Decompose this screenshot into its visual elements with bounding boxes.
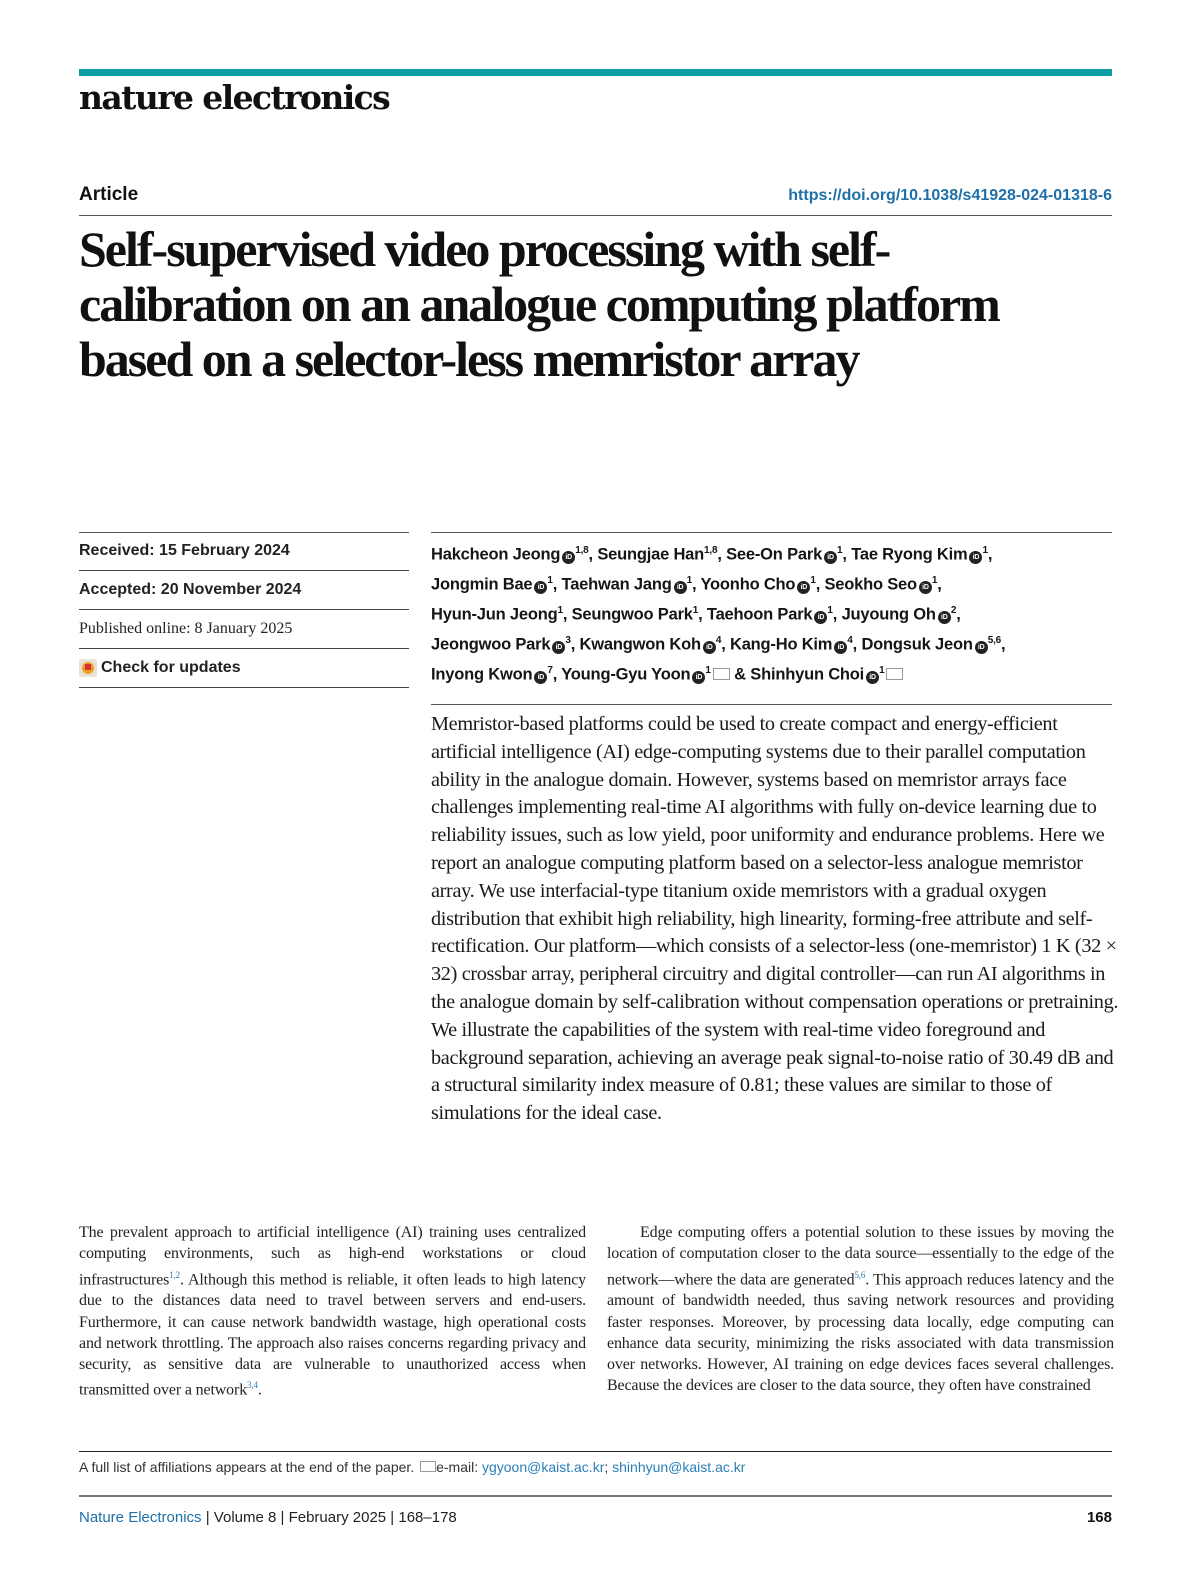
separator: , [987, 545, 993, 564]
citation-link[interactable]: 1,2 [169, 1269, 180, 1280]
affiliation-ref: 3 [565, 635, 571, 646]
orcid-icon[interactable]: iD [919, 581, 932, 594]
body-column-right [607, 1222, 1114, 1397]
author-name[interactable]: , Taehoon Park [698, 605, 813, 624]
received-date: Received: 15 February 2024 [79, 532, 409, 571]
affiliation-ref: 1,8 [575, 545, 589, 556]
orcid-icon[interactable]: iD [834, 641, 847, 654]
article-title: Self-supervised video processing with self-calibration on an analogue computing platform based on a selector-less memristor array [79, 221, 999, 387]
affiliation-ref: 7 [547, 665, 553, 676]
orcid-icon[interactable]: iD [975, 641, 988, 654]
author-line [431, 628, 1121, 658]
body-text: . This approach reduces latency and the amount of bandwidth needed, thus saving network resources and providing faster responses. Moreover, by processing data locally, edge computing can enhance data security, minimizing the risks associated with data transmission over networks. However, AI training on edge devices faces several challenges. Because the devices are closer to the data source, they often have constrained [607, 1270, 1114, 1395]
author-list [431, 538, 1121, 688]
email-link-ygyoon[interactable]: ygyoon@kaist.ac.kr [481, 1459, 605, 1475]
footer-citation [79, 1509, 457, 1526]
orcid-icon[interactable]: iD [814, 611, 827, 624]
author-name[interactable]: , Juyoung Oh [832, 605, 936, 624]
author-name[interactable]: , Seungwoo Park [562, 605, 693, 624]
journal-link[interactable]: Nature Electronics [79, 1509, 202, 1526]
check-updates-icon [79, 659, 97, 677]
body-text: The prevalent approach to artificial intelligence (AI) training uses centralized computing environments, such as high-end workstations or cloud infrastructures [79, 1224, 586, 1288]
doi-link[interactable]: https://doi.org/10.1038/s41928-024-01318-6 [788, 187, 1112, 204]
affiliation-ref: 1 [810, 575, 816, 586]
author-name[interactable]: , Taehwan Jang [552, 575, 672, 594]
published-date: Published online: 8 January 2025 [79, 610, 409, 649]
journal-logo: nature electronics [79, 78, 390, 117]
author-name[interactable]: Jongmin Bae [431, 575, 533, 594]
affiliation-ref: 1,8 [704, 545, 718, 556]
separator: , [937, 575, 942, 594]
journal-accent-bar [79, 69, 1112, 76]
author-name[interactable]: , Young-Gyu Yoon [552, 665, 691, 684]
affiliation-ref: 1 [837, 545, 843, 556]
orcid-icon[interactable]: iD [674, 581, 687, 594]
author-name[interactable]: Hyun-Jun Jeong [431, 605, 558, 624]
email-link-shinhyun[interactable]: shinhyun@kaist.ac.kr [612, 1459, 746, 1475]
orcid-icon[interactable]: iD [866, 671, 879, 684]
article-dates [79, 532, 409, 688]
author-name[interactable]: & Shinhyun Choi [729, 665, 865, 684]
header-divider [79, 215, 1112, 216]
affiliation-text: A full list of affiliations appears at the end of the paper. [79, 1459, 415, 1475]
affiliation-ref: 1 [557, 605, 563, 616]
body-text: . Although this method is reliable, it often leads to high latency due to the distances data need to travel between servers and end-users. Furthermore, it can cause network bandwidth wastage, high operational costs and network throttling. The approach also raises concerns regarding privacy and security, as sensitive data are vulnerable to unauthorized access when transmitted over a network [79, 1270, 586, 1399]
abstract: Memristor-based platforms could be used to create compact and energy-efficient artificial intelligence (AI) edge-computing systems due to their parallel computation ability in the analogue domain. However, systems based on memristor arrays face challenges implementing real-time AI algorithms with fully on-device learning due to reliability issues, such as low yield, poor uniformity and endurance problems. Here we report an analogue computing platform based on a selector-less analogue memristor array. We use interfacial-type titanium oxide memristors with a gradual oxygen distribution that exhibit high reliability, high linearity, forming-free attribute and self-rectification. Our platform—which consists of a selector-less (one-memristor) 1 K (32 × 32) crossbar array, peripheral circuitry and digital controller—can run AI algorithms in the analogue domain by self-calibration without compensation operations or pretraining. We illustrate the capabilities of the system with real-time video foreground and background separation, achieving an average peak signal-to-noise ratio of 30.49 dB and a structural similarity index measure of 0.81; these values are similar to those of simulations for the ideal case. [431, 713, 1119, 1125]
author-name[interactable]: Inyong Kwon [431, 665, 533, 684]
affiliation-ref: 1 [686, 575, 692, 586]
author-name[interactable]: Jeongwoo Park [431, 635, 551, 654]
author-line [431, 568, 1121, 598]
author-line [431, 538, 1121, 568]
author-name[interactable]: Hakcheon Jeong [431, 545, 561, 564]
separator: ; [604, 1459, 613, 1475]
orcid-icon[interactable]: iD [797, 581, 810, 594]
body-text: . [257, 1381, 262, 1399]
email-icon[interactable] [713, 668, 730, 680]
check-for-updates-label: Check for updates [101, 659, 241, 676]
author-line [431, 658, 1121, 688]
email-label: e-mail: [436, 1459, 482, 1475]
separator: , [1001, 635, 1006, 654]
issue-info: | Volume 8 | February 2025 | 168–178 [201, 1509, 457, 1526]
orcid-icon[interactable]: iD [534, 581, 547, 594]
citation-link[interactable]: 3,4 [247, 1380, 258, 1391]
orcid-icon[interactable]: iD [938, 611, 951, 624]
orcid-icon[interactable]: iD [534, 671, 547, 684]
orcid-icon[interactable]: iD [824, 551, 837, 564]
author-name[interactable]: , Yoonho Cho [692, 575, 796, 594]
email-icon [420, 1461, 436, 1472]
body-column-left [79, 1222, 586, 1401]
check-for-updates-button[interactable] [79, 649, 409, 688]
article-type: Article [79, 184, 139, 205]
affiliation-ref: 4 [715, 635, 722, 646]
separator: , [956, 605, 961, 624]
author-name[interactable]: , Tae Ryong Kim [842, 545, 968, 564]
orcid-icon[interactable]: iD [969, 551, 982, 564]
affiliation-ref: 1 [705, 665, 711, 676]
footer-divider [79, 1495, 1112, 1497]
author-name[interactable]: , Kang-Ho Kim [721, 635, 833, 654]
orcid-icon[interactable]: iD [552, 641, 565, 654]
orcid-icon[interactable]: iD [692, 671, 705, 684]
orcid-icon[interactable]: iD [703, 641, 716, 654]
affiliation-ref: 1 [879, 665, 885, 676]
abstract-divider [431, 704, 1112, 705]
affiliation-ref: 1 [982, 545, 988, 556]
authors-top-divider [431, 532, 1112, 533]
author-name[interactable]: , Dongsuk Jeon [852, 635, 973, 654]
affiliation-ref: 1 [827, 605, 833, 616]
email-icon[interactable] [886, 668, 903, 680]
page-number: 168 [1086, 1509, 1112, 1526]
affiliation-divider [79, 1451, 1112, 1452]
author-line [431, 598, 1121, 628]
author-name[interactable]: , Kwangwon Koh [570, 635, 701, 654]
orcid-icon[interactable]: iD [562, 551, 575, 564]
affiliation-ref: 4 [847, 635, 853, 646]
affiliation-note [79, 1459, 745, 1475]
affiliation-ref: 1 [692, 605, 699, 616]
affiliation-ref: 5,6 [987, 635, 1002, 646]
affiliation-ref: 2 [950, 605, 957, 616]
body-text: Edge computing offers a potential solution to these issues by moving the location of computation closer to the data source—essentially to the edge of the network—where the data are generated [607, 1224, 1114, 1288]
accepted-date: Accepted: 20 November 2024 [79, 571, 409, 610]
citation-link[interactable]: 5,6 [854, 1269, 866, 1280]
author-name[interactable]: , See-On Park [717, 545, 823, 564]
author-name[interactable]: , Seungjae Han [588, 545, 705, 564]
author-name[interactable]: , Seokho Seo [815, 575, 917, 594]
affiliation-ref: 1 [547, 575, 553, 586]
affiliation-ref: 1 [931, 575, 938, 586]
